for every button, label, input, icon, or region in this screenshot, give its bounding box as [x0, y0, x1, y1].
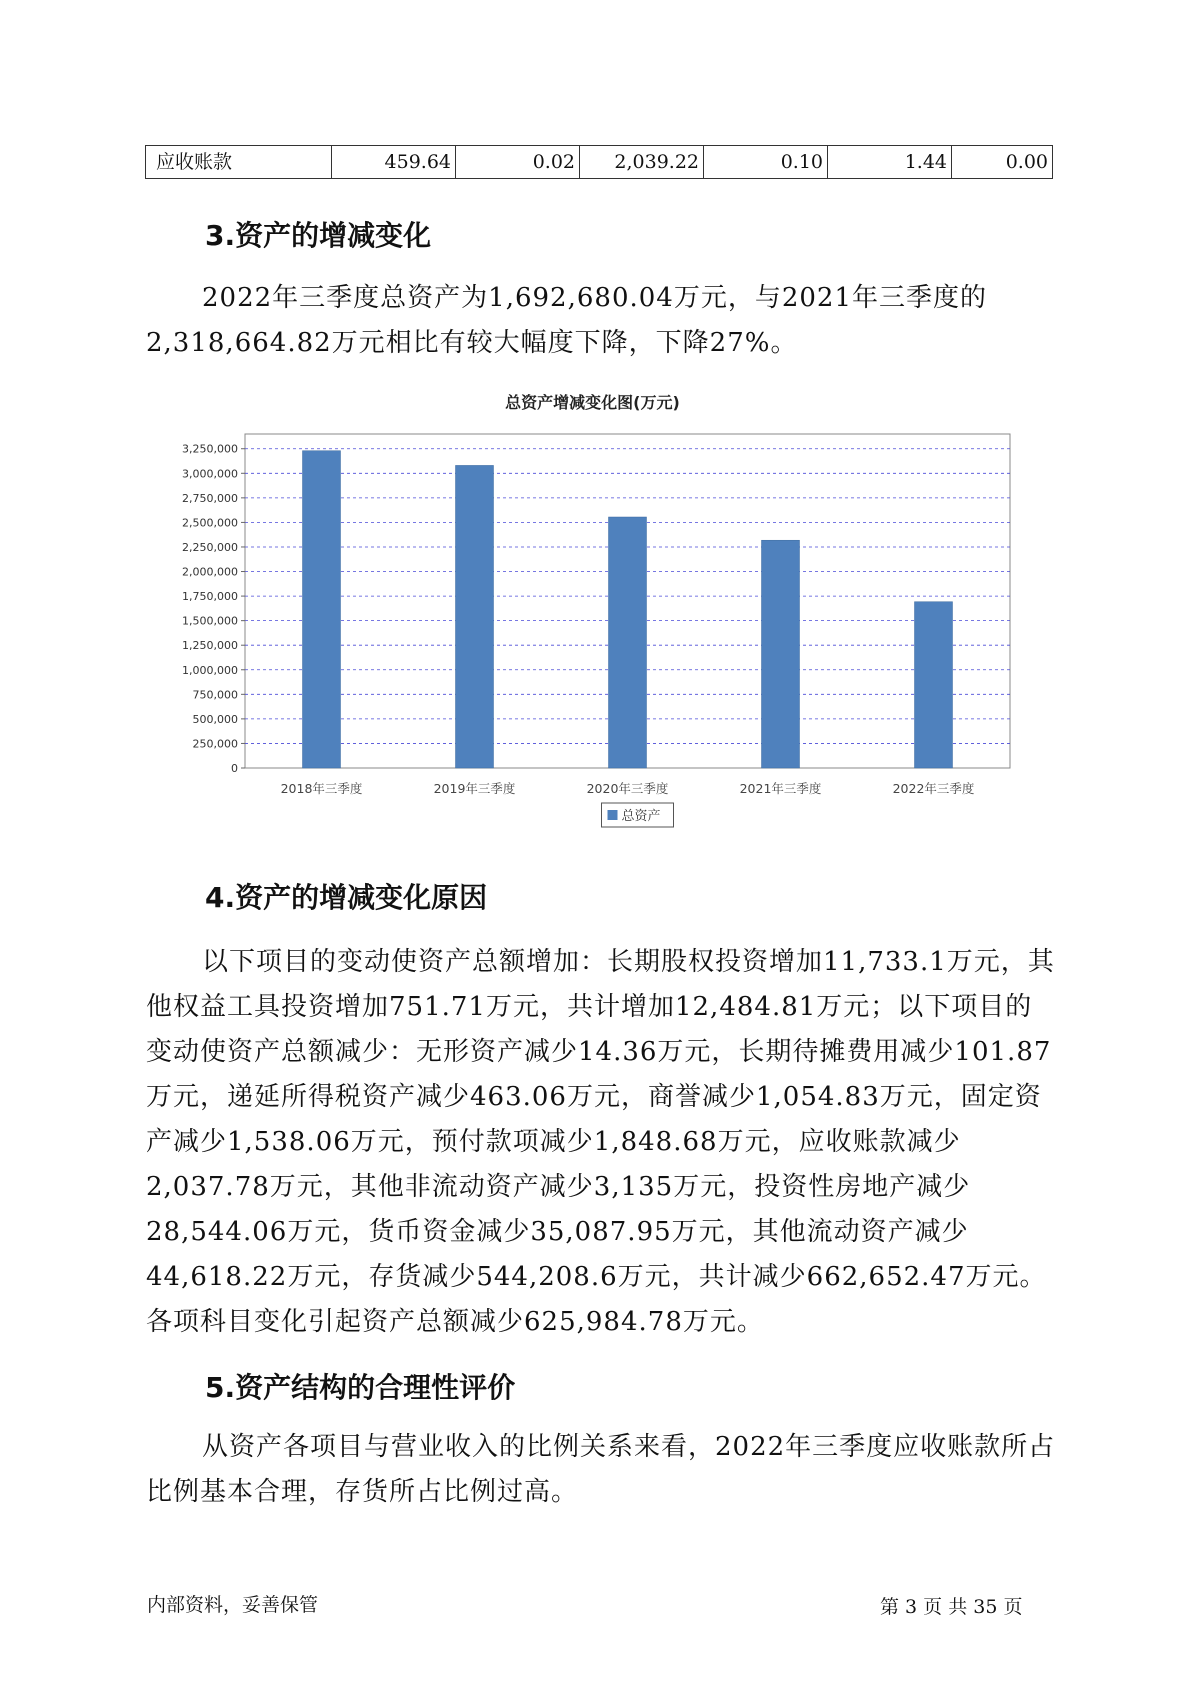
section-heading: 4.资产的增减变化原因 [205, 881, 488, 914]
y-tick-label: 3,250,000 [182, 442, 238, 456]
footer-page-number: 第 3 页 共 35 页 [880, 1596, 1023, 1618]
y-tick-label: 500,000 [192, 712, 238, 726]
bar [456, 465, 494, 768]
y-tick-label: 1,250,000 [182, 639, 238, 653]
row-label: 应收账款 [146, 146, 332, 178]
cell-value: 2,039.22 [580, 146, 704, 178]
legend-label: 总资产 [621, 809, 661, 824]
y-tick-label: 2,250,000 [182, 540, 238, 554]
cell-value: 0.02 [456, 146, 580, 178]
legend-swatch [608, 810, 618, 820]
y-tick-label: 1,000,000 [182, 663, 238, 677]
cell-value: 0.10 [704, 146, 828, 178]
data-table-row [145, 145, 1053, 179]
x-tick-label: 2019年三季度 [433, 781, 516, 796]
chart-title: 总资产增减变化图(万元) [505, 393, 680, 412]
section-heading: 5.资产结构的合理性评价 [205, 1371, 516, 1404]
footer-confidential-note: 内部资料，妥善保管 [147, 1594, 319, 1616]
total-assets-chart [145, 390, 1040, 845]
section-paragraph: 以下项目的变动使资产总额增加：长期股权投资增加11,733.1万元，其他权益工具投资增加751.71万元，共计增加12,484.81万元；以下项目的变动使资产总额减少：无形资产减少14.36万元，长期待摊费用减少101.87万元，递延所得税资产减少463.06万元，商誉减少1,054.83万元，固定资产减少1,538.06万元，预付款项减少1,848.68万元，应收账款减少2,037.78万元，其他非流动资产减少3,135万元，投资性房地产减少28,544.06万元，货币资金减少35,087.95万元，其他流动资产减少44,618.22万元，存货减少544,208.6万元，共计减少662,652.47万元。各项科目变化引起资产总额减少625,984.78万元。 [146, 947, 1055, 1337]
y-tick-label: 3,000,000 [182, 467, 238, 481]
bar [609, 517, 647, 768]
y-tick-label: 1,750,000 [182, 590, 238, 604]
cell-value: 459.64 [332, 146, 456, 178]
y-tick-label: 2,500,000 [182, 516, 238, 530]
y-tick-label: 2,750,000 [182, 491, 238, 505]
bar [762, 540, 800, 768]
y-tick-label: 750,000 [192, 688, 238, 702]
y-tick-label: 2,000,000 [182, 565, 238, 579]
y-tick-label: 250,000 [192, 737, 238, 751]
x-tick-label: 2020年三季度 [586, 781, 669, 796]
x-tick-label: 2022年三季度 [892, 781, 975, 796]
section-heading: 3.资产的增减变化 [205, 219, 432, 252]
x-tick-label: 2018年三季度 [280, 781, 363, 796]
chart-canvas [145, 390, 1040, 845]
y-tick-label: 0 [231, 762, 238, 775]
x-tick-label: 2021年三季度 [739, 781, 822, 796]
cell-value: 0.00 [1005, 151, 1048, 173]
section-paragraph: 2022年三季度总资产为1,692,680.04万元，与2021年三季度的2,318,664.82万元相比有较大幅度下降，下降27%。 [146, 283, 988, 358]
y-tick-label: 1,500,000 [182, 614, 238, 628]
cell-value: 1.44 [828, 146, 952, 178]
bar [915, 602, 953, 768]
section-paragraph: 从资产各项目与营业收入的比例关系来看，2022年三季度应收账款所占比例基本合理，存货所占比例过高。 [146, 1432, 1056, 1507]
bar [303, 451, 341, 768]
